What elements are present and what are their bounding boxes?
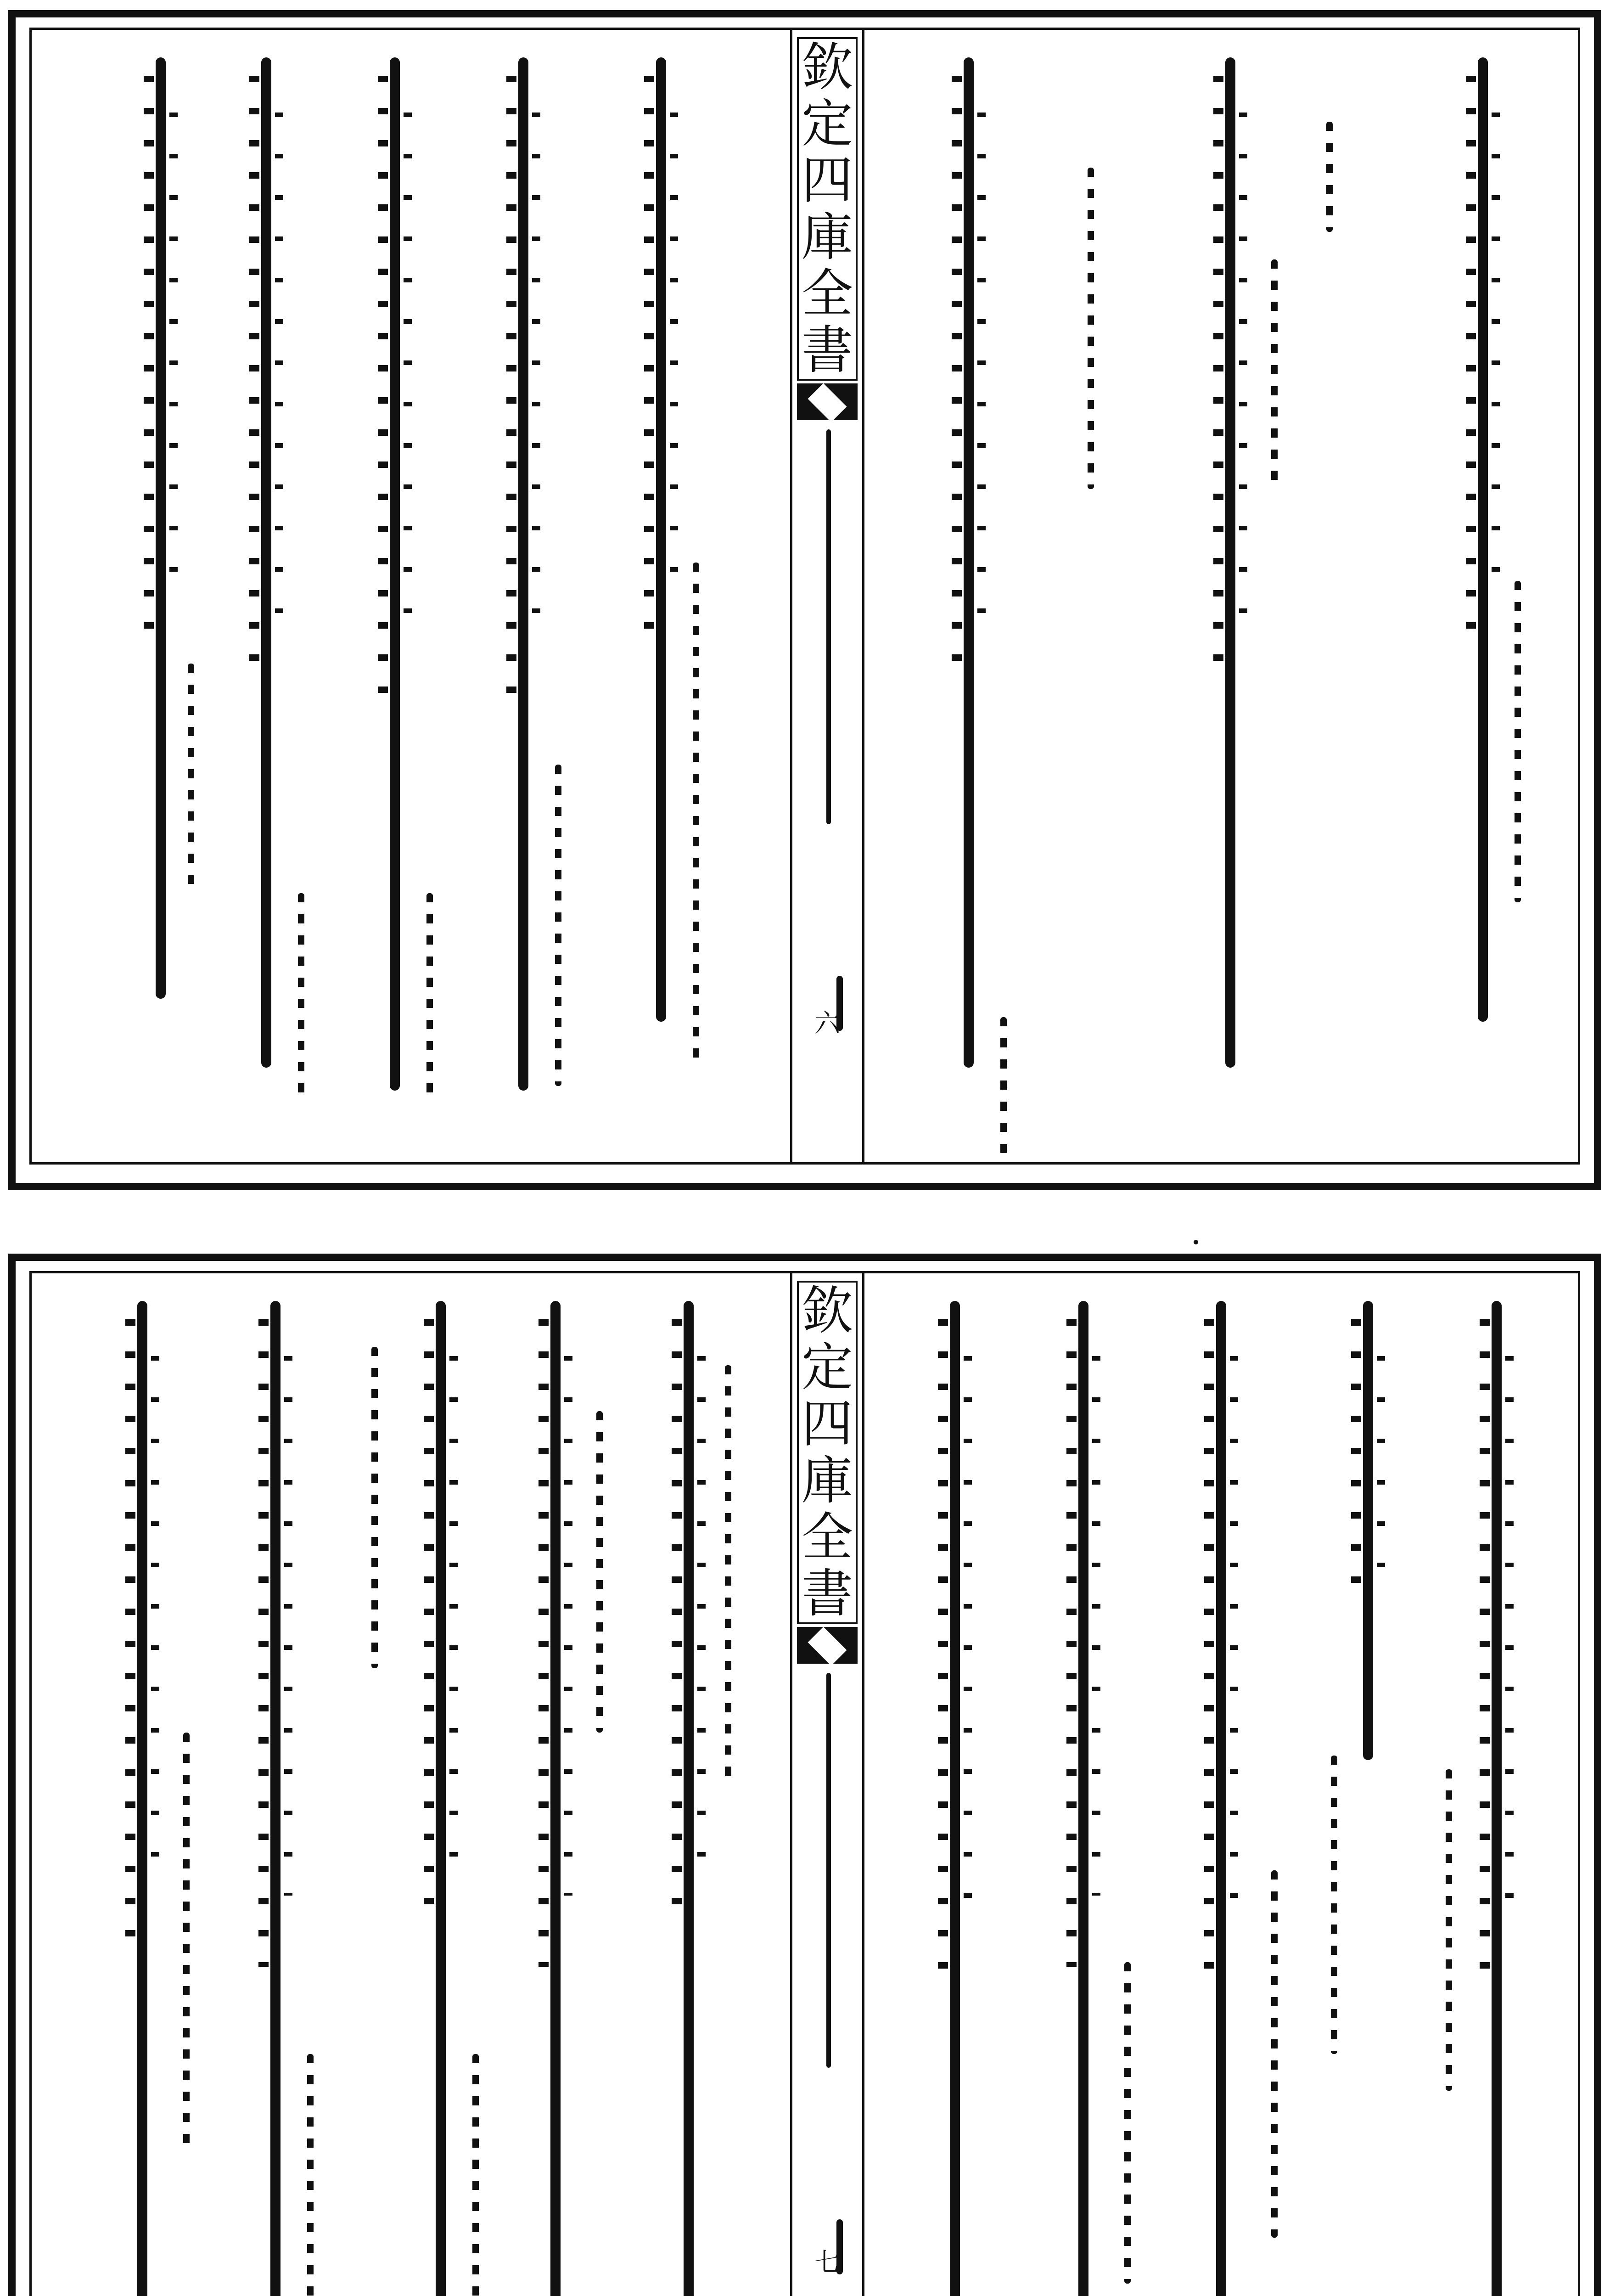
page-number: 七 <box>814 2248 840 2278</box>
manchu-text-column <box>156 57 166 999</box>
manchu-text-column <box>137 1301 147 2296</box>
manchu-text-column <box>270 1301 280 2296</box>
gutter-manchu-title <box>802 425 853 838</box>
manchu-text-column <box>390 57 400 1091</box>
gutter-title-char: 四 <box>802 1394 853 1454</box>
gutter-title <box>797 1281 858 1624</box>
manchu-text-column <box>518 57 528 1091</box>
manchu-text-column <box>684 1301 694 2296</box>
manchu-text-column <box>1225 57 1235 1068</box>
interlinear-note <box>188 664 194 893</box>
interlinear-note <box>472 2054 479 2296</box>
manchu-text-column <box>950 1301 960 2296</box>
manchu-text-column <box>261 57 271 1068</box>
top-page-frame <box>29 28 1580 1165</box>
manchu-text-column <box>1492 1301 1502 2296</box>
interlinear-note <box>1088 168 1094 489</box>
center-gutter <box>790 30 864 1162</box>
interlinear-note <box>693 563 699 1068</box>
gutter-title-char: 定 <box>802 1337 853 1397</box>
interlinear-note <box>1515 581 1521 902</box>
center-gutter <box>790 1273 864 2296</box>
manchu-text-column <box>1216 1301 1226 2296</box>
bottom-page <box>8 1254 1601 2296</box>
interlinear-note <box>1446 1769 1452 2091</box>
gutter-title-char: 欽 <box>802 37 853 97</box>
manchu-text-column <box>436 1301 446 2296</box>
bottom-page-frame <box>29 1271 1580 2296</box>
gutter-title-char: 四 <box>802 151 853 211</box>
manchu-text-column <box>1078 1301 1088 2296</box>
interlinear-note <box>596 1411 603 1733</box>
interlinear-note <box>298 893 304 1104</box>
manchu-text-column <box>656 57 666 1022</box>
manchu-text-column <box>1478 57 1488 1022</box>
page-number: 六 <box>814 1009 840 1039</box>
gutter-manchu-title <box>802 1668 853 2082</box>
gutter-title <box>797 37 858 381</box>
manchu-text-column <box>550 1301 561 2296</box>
interlinear-note <box>1271 259 1278 489</box>
gutter-title-char: 全 <box>802 1507 853 1567</box>
interlinear-note <box>307 2054 314 2296</box>
interlinear-note <box>1271 1870 1278 2238</box>
manchu-text-column <box>1363 1301 1373 1760</box>
gutter-title-char: 定 <box>802 94 853 154</box>
gutter-title-char: 書 <box>802 1564 853 1624</box>
interlinear-note <box>1124 1962 1131 2284</box>
interlinear-note <box>1331 1756 1337 2054</box>
interlinear-note <box>1000 1017 1007 1155</box>
interlinear-note <box>725 1365 731 1778</box>
interlinear-note <box>555 765 561 1086</box>
interlinear-note <box>426 893 433 1104</box>
gutter-title-char: 庫 <box>802 1451 853 1511</box>
gutter-title-char: 庫 <box>802 207 853 267</box>
gutter-title-char: 欽 <box>802 1281 853 1341</box>
top-page <box>8 10 1601 1190</box>
interlinear-note <box>371 1347 378 1668</box>
manchu-text-column <box>964 57 974 1068</box>
interlinear-note <box>183 1733 190 2146</box>
interlinear-note <box>1326 122 1333 232</box>
gutter-title-char: 全 <box>802 264 853 324</box>
ink-speck <box>1194 1240 1198 1244</box>
fishtail-mark <box>797 383 858 420</box>
gutter-title-char: 書 <box>802 321 853 381</box>
fishtail-mark <box>797 1627 858 1664</box>
